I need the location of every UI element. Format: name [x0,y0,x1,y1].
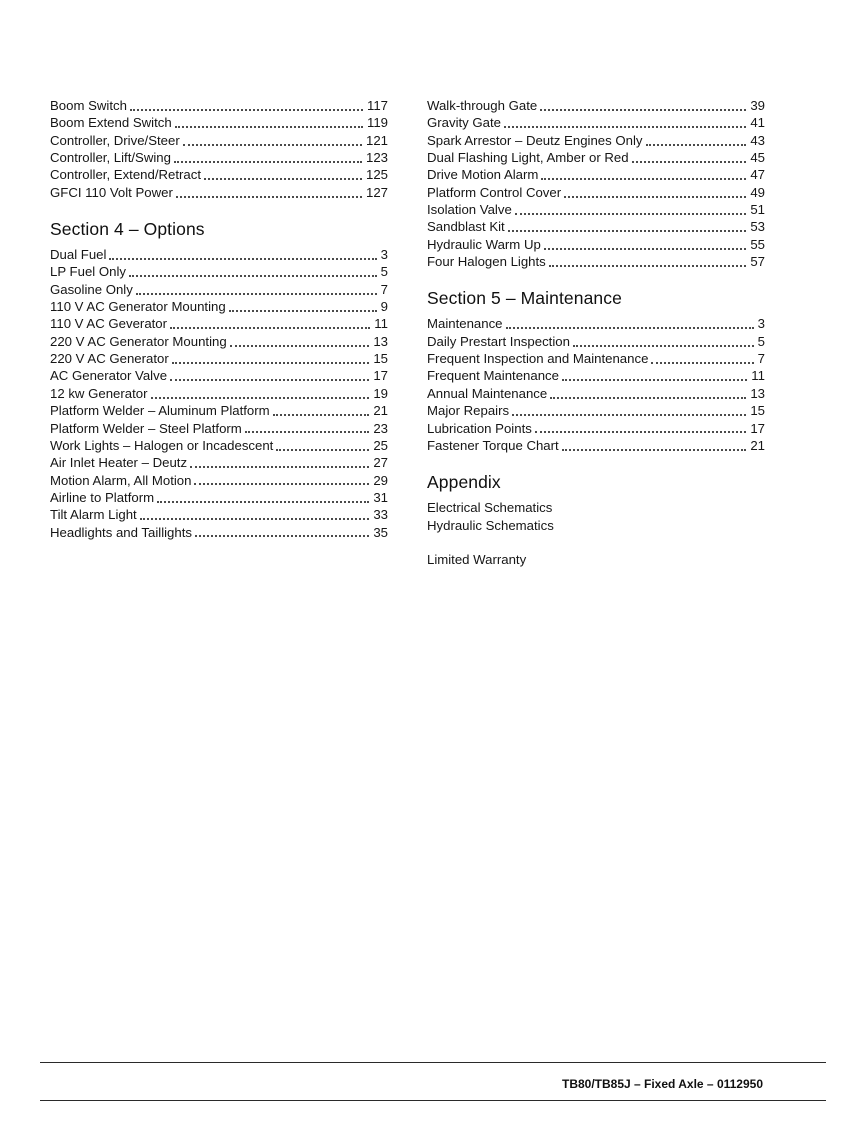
toc-entry-label: 12 kw Generator [50,385,148,401]
toc-entry-page-number: 7 [757,351,765,367]
toc-entry [50,350,388,367]
toc-entry-label: Work Lights – Halogen or Incadescent [50,437,274,453]
toc-entry-label: Frequent Maintenance [427,368,559,384]
toc-entry-page-number: 47 [750,167,765,183]
toc-entry-page-number: 31 [373,489,388,505]
toc-leader-dots [204,166,362,180]
toc-entry-page-number: 11 [751,368,765,384]
toc-entry-page-number: 17 [750,420,765,436]
toc-entry-label: AC Generator Valve [50,368,168,384]
toc-entry [50,472,388,489]
toc-entry [50,166,388,183]
toc-leader-dots [535,420,746,434]
toc-leader-dots [230,333,370,347]
toc-entry-label: Drive Motion Alarm [427,167,539,183]
toc-entry [427,253,765,270]
toc-leader-dots [129,263,377,277]
toc-entry-page-number: 21 [373,403,388,419]
toc-leader-dots [273,402,370,416]
toc-leader-dots [512,402,746,416]
toc-leader-dots [176,184,362,198]
toc-leader-dots [195,524,369,538]
toc-entry-label: Isolation Valve [427,202,512,218]
toc-entry-page-number: 9 [380,299,388,315]
footer-document-id: TB80/TB85J – Fixed Axle – 0112950 [561,1077,763,1091]
toc-entry-page-number: 3 [757,316,765,332]
toc-entry [427,218,765,235]
plain-text-line: Hydraulic Schematics [427,517,554,533]
toc-entry-page-number: 11 [374,316,388,332]
toc-entry [427,420,765,437]
toc-entry-label: 110 V AC Geverator [50,316,168,332]
toc-entry-page-number: 33 [373,507,388,523]
toc-leader-dots [646,132,747,146]
toc-right-column [427,97,765,568]
toc-entry-label: Walk-through Gate [427,98,538,113]
toc-entry [427,184,765,201]
toc-entry [427,166,765,183]
toc-entry-label: Boom Extend Switch [50,115,172,131]
toc-entry-label: Gravity Gate [427,115,502,131]
toc-entry [50,149,388,166]
toc-leader-dots [245,420,370,434]
toc-entry [50,402,388,419]
toc-entry [50,132,388,149]
toc-entry [50,114,388,131]
toc-entry [50,385,388,402]
toc-entry [50,506,388,523]
toc-entry-group [50,246,388,541]
toc-entry-page-number: 5 [757,333,765,349]
toc-entry-page-number: 41 [750,115,765,131]
toc-leader-dots [194,472,369,486]
toc-leader-dots [550,385,746,399]
toc-leader-dots [544,236,747,250]
toc-leader-dots [276,437,369,451]
toc-leader-dots [651,350,753,364]
toc-entry-page-number: 123 [365,150,388,166]
toc-entry-label: Platform Welder – Aluminum Platform [50,403,270,419]
toc-entry-label: Controller, Extend/Retract [50,167,201,183]
toc-entry-label: Platform Welder – Steel Platform [50,420,242,436]
toc-entry-page-number: 43 [750,132,765,148]
section-heading: Section 5 – Maintenance [427,288,622,309]
toc-entry-label: Gasoline Only [50,281,133,297]
toc-entry-page-number: 19 [373,385,388,401]
section-heading: Appendix [427,472,501,493]
toc-leader-dots [540,97,746,111]
toc-entry [50,524,388,541]
toc-page-content [50,97,765,568]
toc-entry [427,437,765,454]
toc-entry [50,367,388,384]
toc-leader-dots [508,218,747,232]
toc-entry [427,315,765,332]
toc-entry [427,236,765,253]
toc-entry-page-number: 29 [373,472,388,488]
plain-text-group [427,499,765,534]
toc-entry-label: GFCI 110 Volt Power [50,184,173,200]
toc-entry-page-number: 127 [365,184,388,200]
toc-entry [50,315,388,332]
toc-entry-page-number: 51 [750,202,765,218]
toc-leader-dots [562,367,747,381]
toc-entry-label: Air Inlet Heater – Deutz [50,455,188,471]
toc-entry-label: Controller, Lift/Swing [50,150,171,166]
toc-leader-dots [170,367,369,381]
toc-entry [50,298,388,315]
toc-entry [427,201,765,218]
toc-entry-page-number: 15 [373,351,388,367]
toc-entry [427,114,765,131]
toc-entry-page-number: 53 [750,219,765,235]
toc-leader-dots [190,454,369,468]
toc-entry [50,281,388,298]
toc-entry-page-number: 15 [750,403,765,419]
toc-entry-page-number: 55 [750,236,765,252]
toc-leader-dots [183,132,362,146]
toc-leader-dots [632,149,747,163]
toc-leader-dots [175,114,363,128]
toc-entry [427,402,765,419]
footer-divider-bottom [40,1100,826,1101]
toc-entry-group [50,97,388,201]
toc-entry-label: Sandblast Kit [427,219,505,235]
toc-entry-page-number: 21 [750,437,765,453]
toc-entry-page-number: 3 [380,247,388,263]
toc-entry [427,132,765,149]
toc-leader-dots [130,97,363,111]
toc-entry-label: Airline to Platform [50,489,155,505]
toc-entry [50,97,388,114]
toc-leader-dots [157,489,369,503]
toc-entry-page-number: 121 [365,132,388,148]
toc-entry-page-number: 13 [750,385,765,401]
toc-leader-dots [562,437,747,451]
toc-entry-label: Lubrication Points [427,420,532,436]
plain-text-group [427,551,765,568]
toc-entry-page-number: 23 [373,420,388,436]
toc-entry-label: Fastener Torque Chart [427,437,559,453]
toc-entry-group [427,97,765,270]
toc-entry-label: 220 V AC Generator Mounting [50,333,227,349]
toc-entry-page-number: 125 [365,167,388,183]
toc-entry [50,184,388,201]
toc-entry-label: Dual Flashing Light, Amber or Red [427,150,629,166]
toc-entry [50,246,388,263]
toc-entry [427,149,765,166]
toc-entry-label: Maintenance [427,316,503,332]
toc-leader-dots [151,385,370,399]
toc-entry-page-number: 5 [380,264,388,280]
toc-leader-dots [109,246,376,260]
toc-entry [50,437,388,454]
toc-entry [427,385,765,402]
toc-entry-label: Spark Arrestor – Deutz Engines Only [427,132,643,148]
toc-entry-label: Headlights and Taillights [50,524,192,540]
toc-entry-label: 110 V AC Generator Mounting [50,299,226,315]
toc-entry-label: Tilt Alarm Light [50,507,137,523]
toc-entry-label: Motion Alarm, All Motion [50,472,192,488]
toc-leader-dots [229,298,377,312]
toc-entry [427,350,765,367]
toc-entry-label: Four Halogen Lights [427,254,546,270]
toc-left-column [50,97,388,568]
footer-divider-top [40,1062,826,1063]
toc-leader-dots [140,506,370,520]
toc-entry-group [427,315,765,454]
toc-entry-label: Annual Maintenance [427,385,548,401]
toc-entry-page-number: 13 [373,333,388,349]
toc-leader-dots [172,350,370,364]
section-heading: Section 4 – Options [50,219,205,240]
toc-entry-label: Hydraulic Warm Up [427,236,541,252]
toc-entry-page-number: 17 [373,368,388,384]
toc-entry-label: Daily Prestart Inspection [427,333,570,349]
toc-entry [50,454,388,471]
toc-entry-page-number: 39 [750,98,765,113]
toc-entry-label: Major Repairs [427,403,510,419]
toc-entry [427,97,765,114]
toc-leader-dots [515,201,747,215]
toc-entry-label: 220 V AC Generator [50,351,169,367]
toc-entry [50,489,388,506]
toc-leader-dots [549,253,747,267]
toc-entry [427,333,765,350]
toc-entry-page-number: 119 [366,115,388,131]
toc-leader-dots [174,149,362,163]
toc-entry-page-number: 45 [750,150,765,166]
toc-entry-label: Frequent Inspection and Maintenance [427,351,649,367]
toc-entry-page-number: 35 [373,524,388,540]
plain-text-line: Electrical Schematics [427,500,553,516]
toc-entry-page-number: 7 [380,281,388,297]
toc-entry-label: Platform Control Cover [427,184,562,200]
toc-entry-label: Boom Switch [50,98,127,113]
toc-leader-dots [541,166,746,180]
toc-entry-page-number: 57 [750,254,765,270]
toc-leader-dots [504,114,746,128]
toc-entry-page-number: 25 [373,437,388,453]
toc-leader-dots [573,333,754,347]
toc-entry [50,333,388,350]
toc-entry-label: Dual Fuel [50,247,107,263]
toc-entry-label: LP Fuel Only [50,264,126,280]
toc-entry [427,367,765,384]
plain-text-line: Limited Warranty [427,551,527,567]
toc-entry [50,263,388,280]
toc-leader-dots [564,184,746,198]
toc-entry-page-number: 117 [366,98,388,113]
toc-leader-dots [170,315,370,329]
toc-entry-label: Controller, Drive/Steer [50,132,180,148]
toc-leader-dots [136,281,377,295]
toc-entry-page-number: 27 [373,455,388,471]
toc-entry-page-number: 49 [750,184,765,200]
toc-leader-dots [506,315,754,329]
toc-entry [50,420,388,437]
